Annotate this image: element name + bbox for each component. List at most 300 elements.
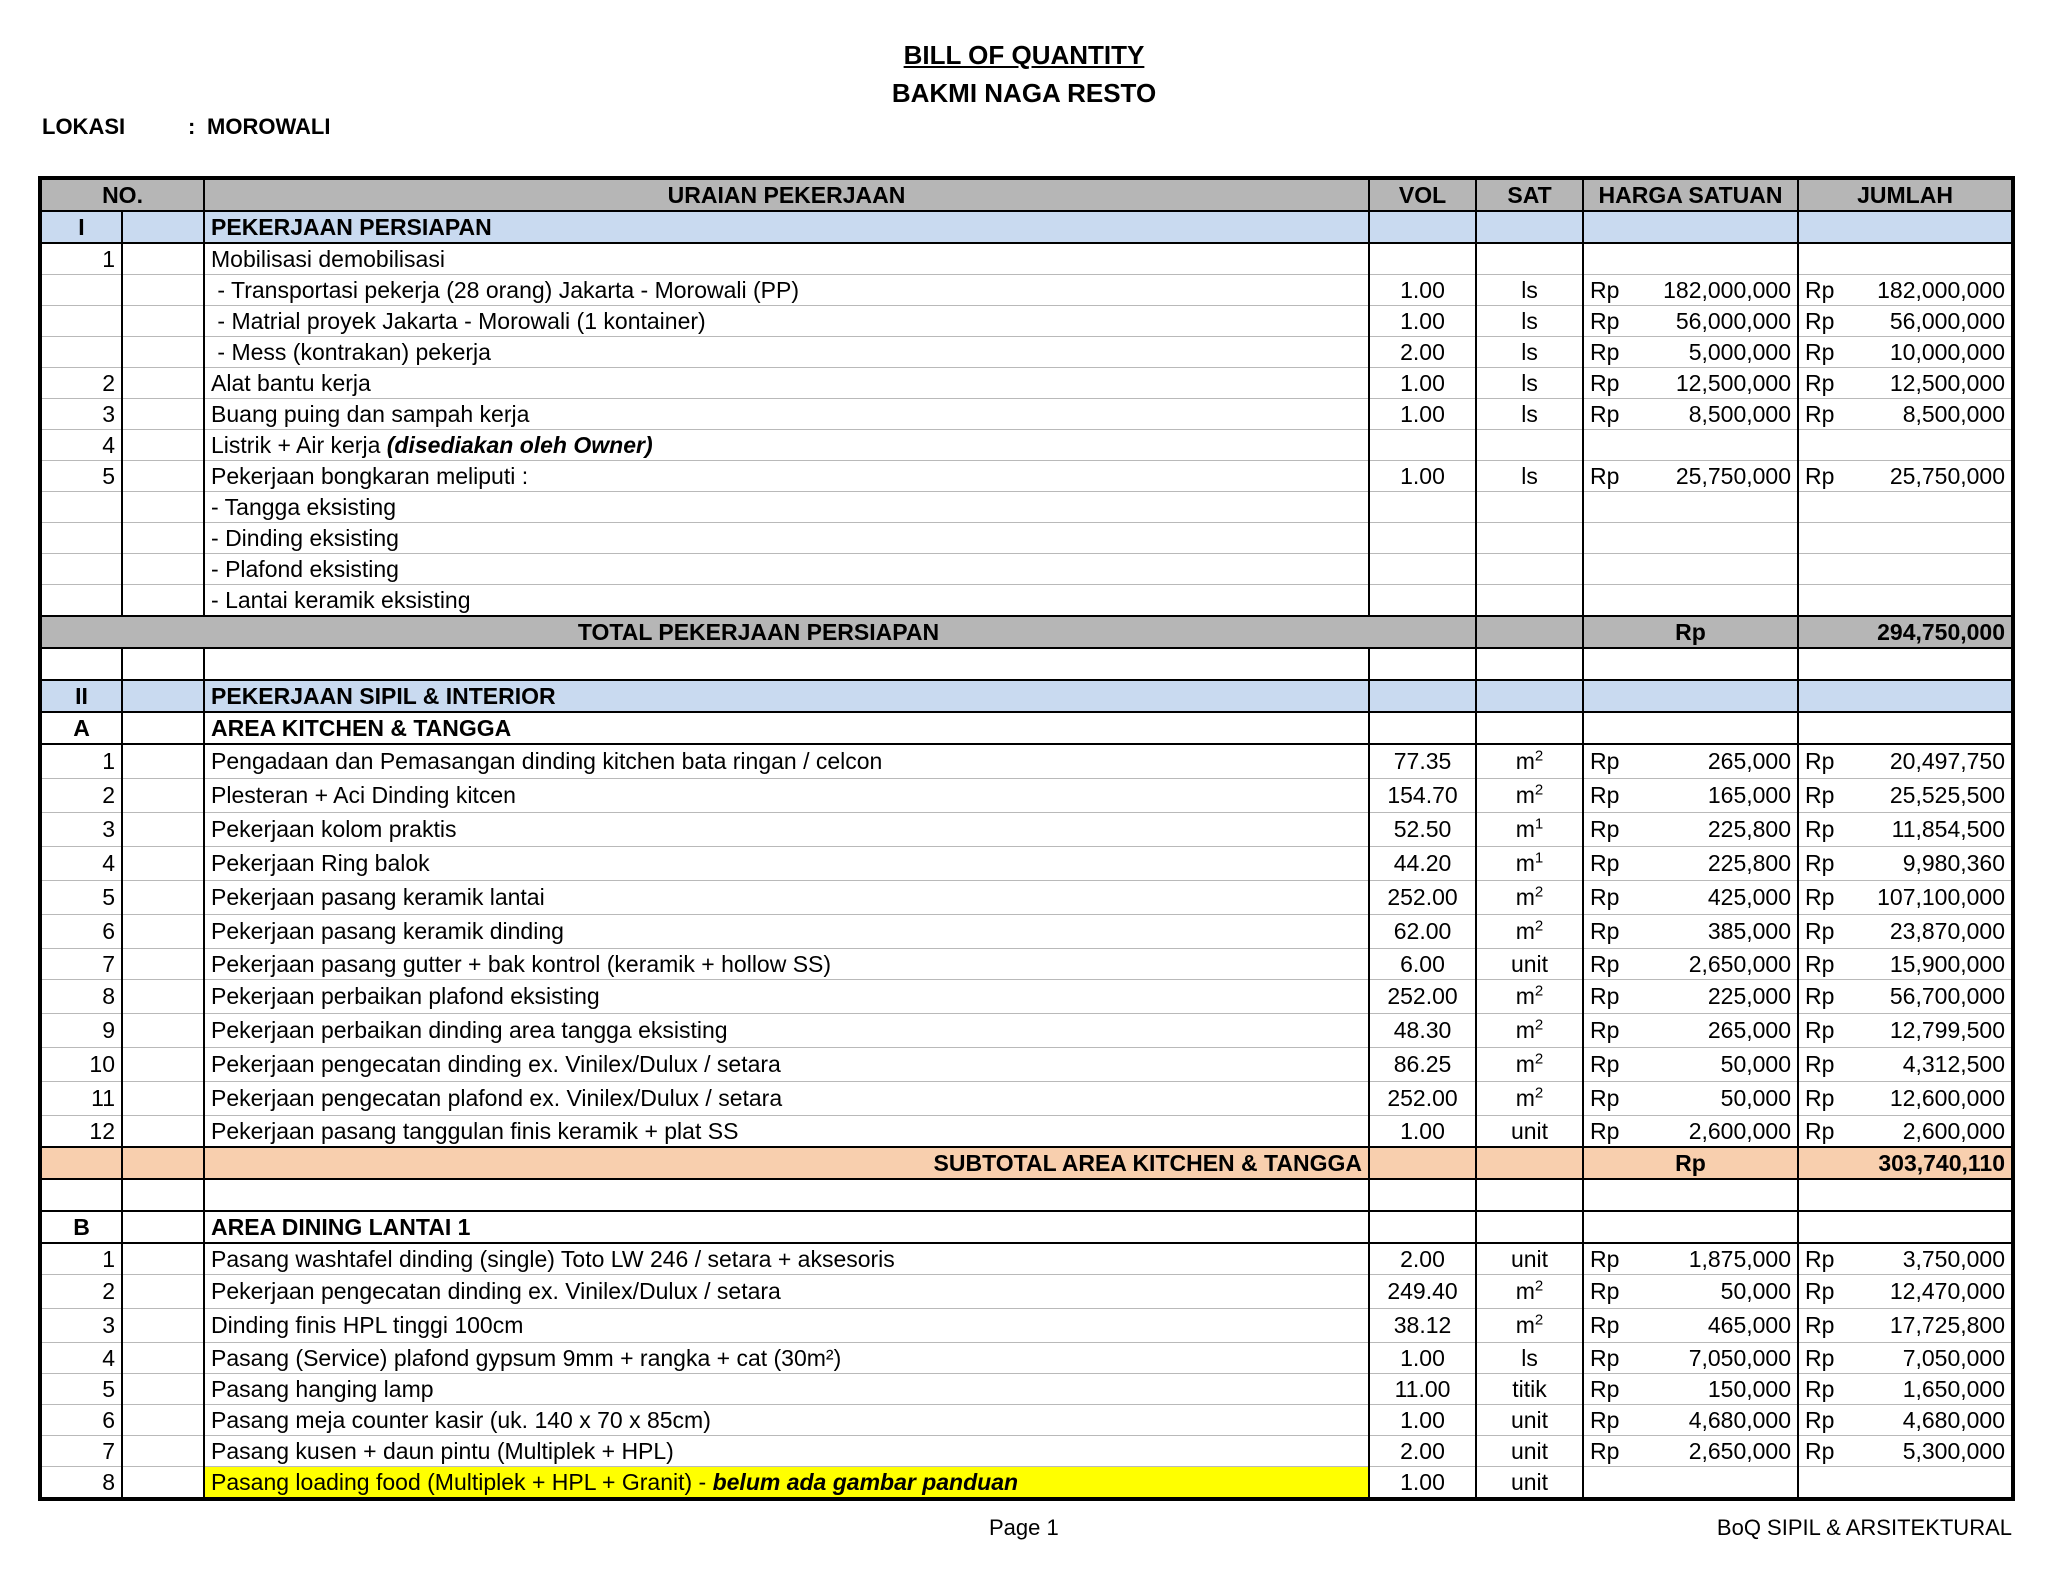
unit-exponent: 2 — [1534, 781, 1544, 799]
table-row — [40, 1116, 2013, 1148]
table-row — [40, 1243, 2013, 1275]
item-description — [204, 1436, 1369, 1467]
spacer-cell — [122, 1116, 204, 1148]
item-total — [1798, 915, 2013, 949]
unit-exponent: 1 — [1534, 849, 1544, 867]
unit-text: m — [1515, 850, 1535, 876]
unit-text: m — [1515, 1017, 1535, 1043]
item-total — [1798, 461, 2013, 492]
spacer-cell — [122, 847, 204, 881]
currency-label: Rp — [1590, 400, 1620, 427]
item-vol: 1.00 — [1369, 368, 1476, 399]
spacer-cell — [122, 949, 204, 980]
item-description — [204, 1116, 1369, 1148]
empty-cell — [204, 1179, 1369, 1211]
item-no — [40, 554, 122, 585]
spacer-cell — [122, 1082, 204, 1116]
item-vol: 6.00 — [1369, 949, 1476, 980]
item-unit-price — [1583, 847, 1798, 881]
currency-label: Rp — [1805, 748, 1835, 774]
item-unit — [1476, 1082, 1583, 1116]
item-vol: 86.25 — [1369, 1048, 1476, 1082]
unit-text: ls — [1521, 276, 1538, 303]
item-unit-price-value: 56,000,000 — [1675, 307, 1792, 334]
item-description — [204, 523, 1369, 554]
description-text: Pekerjaan pengecatan dinding ex. Vinilex/Dulux / setara — [211, 1278, 781, 1304]
item-total-value: 9,980,360 — [1902, 850, 2006, 876]
spacer-cell — [122, 523, 204, 554]
section-no: A — [40, 712, 122, 744]
item-unit — [1476, 1014, 1583, 1048]
spacer-cell — [122, 1436, 204, 1467]
item-unit-price — [1583, 1467, 1798, 1500]
item-no — [40, 306, 122, 337]
description-text: Pekerjaan pasang keramik dinding — [211, 918, 564, 944]
spacer-cell — [122, 399, 204, 430]
subtotal-currency: Rp — [1583, 1147, 1798, 1179]
empty-cell — [1369, 712, 1476, 744]
item-unit-price — [1583, 949, 1798, 980]
item-unit-price — [1583, 980, 1798, 1014]
spacer-cell — [122, 1014, 204, 1048]
item-no: 1 — [40, 243, 122, 275]
item-unit-price — [1583, 744, 1798, 779]
item-vol: 252.00 — [1369, 881, 1476, 915]
item-unit-price — [1583, 1116, 1798, 1148]
column-header-jumlah: JUMLAH — [1798, 178, 2013, 211]
total-label: TOTAL PEKERJAAN PERSIAPAN — [40, 616, 1476, 648]
item-unit-price — [1583, 275, 1798, 306]
item-description — [204, 1243, 1369, 1275]
unit-text: titik — [1512, 1375, 1547, 1402]
item-unit-price-value: 2,650,000 — [1688, 950, 1792, 977]
item-total-value: 25,750,000 — [1889, 462, 2006, 489]
item-unit — [1476, 1243, 1583, 1275]
empty-cell — [1798, 712, 2013, 744]
item-total — [1798, 1275, 2013, 1309]
unit-text: m — [1515, 983, 1535, 1009]
item-description — [204, 554, 1369, 585]
table-row — [40, 1048, 2013, 1082]
unit-exponent: 2 — [1534, 747, 1544, 765]
unit-text: m — [1515, 918, 1535, 944]
currency-label: Rp — [1805, 850, 1835, 876]
unit-text: m — [1515, 1085, 1535, 1111]
item-unit-price — [1583, 337, 1798, 368]
table-row — [40, 813, 2013, 847]
item-description — [204, 847, 1369, 881]
item-total-value: 8,500,000 — [1902, 400, 2006, 427]
item-unit — [1476, 492, 1583, 523]
item-no: 7 — [40, 949, 122, 980]
item-unit — [1476, 461, 1583, 492]
unit-text: unit — [1510, 1437, 1549, 1464]
section-title: AREA KITCHEN & TANGGA — [204, 712, 1369, 744]
item-vol: 1.00 — [1369, 461, 1476, 492]
item-total — [1798, 523, 2013, 554]
table-row — [40, 461, 2013, 492]
blank-row — [40, 1179, 2013, 1211]
item-unit-price-value: 465,000 — [1707, 1312, 1792, 1338]
empty-cell — [204, 648, 1369, 680]
unit-exponent: 2 — [1534, 1277, 1544, 1295]
description-text: - Mess (kontrakan) pekerja — [211, 338, 491, 365]
item-no: 5 — [40, 461, 122, 492]
description-text: Pekerjaan Ring balok — [211, 850, 430, 876]
item-total-value: 4,680,000 — [1902, 1406, 2006, 1433]
item-total — [1798, 949, 2013, 980]
unit-text: unit — [1510, 1468, 1549, 1495]
item-unit-price-value: 425,000 — [1707, 884, 1792, 910]
item-no — [40, 275, 122, 306]
item-description — [204, 1374, 1369, 1405]
table-row — [40, 1467, 2013, 1500]
description-text: Pekerjaan pengecatan dinding ex. Vinilex/Dulux / setara — [211, 1051, 781, 1077]
table-row — [40, 949, 2013, 980]
empty-cell — [122, 648, 204, 680]
item-unit — [1476, 1343, 1583, 1374]
item-unit-price — [1583, 1436, 1798, 1467]
spacer-cell — [122, 1275, 204, 1309]
item-total — [1798, 980, 2013, 1014]
empty-cell — [122, 1147, 204, 1179]
item-unit-price — [1583, 461, 1798, 492]
currency-label: Rp — [1805, 1406, 1835, 1433]
currency-label: Rp — [1590, 983, 1620, 1009]
spacer-cell — [122, 680, 204, 712]
item-total — [1798, 1243, 2013, 1275]
currency-label: Rp — [1590, 950, 1620, 977]
item-unit-price — [1583, 1374, 1798, 1405]
empty-cell — [1369, 211, 1476, 243]
description-text: Pasang meja counter kasir (uk. 140 x 70 x 85cm) — [211, 1406, 711, 1433]
item-description — [204, 368, 1369, 399]
empty-cell — [1476, 1211, 1583, 1243]
item-total-value: 25,525,500 — [1889, 782, 2006, 808]
item-unit-price-value: 25,750,000 — [1675, 462, 1792, 489]
table-row — [40, 306, 2013, 337]
table-row — [40, 1374, 2013, 1405]
currency-label: Rp — [1590, 1117, 1620, 1144]
item-unit-price-value: 265,000 — [1707, 748, 1792, 774]
unit-text: m — [1515, 1051, 1535, 1077]
item-unit — [1476, 949, 1583, 980]
item-description — [204, 1405, 1369, 1436]
item-description — [204, 881, 1369, 915]
item-description — [204, 337, 1369, 368]
description-text: Buang puing dan sampah kerja — [211, 400, 530, 427]
item-vol: 2.00 — [1369, 1436, 1476, 1467]
item-unit — [1476, 1309, 1583, 1343]
spacer-cell — [122, 712, 204, 744]
item-description — [204, 1309, 1369, 1343]
currency-label: Rp — [1805, 1437, 1835, 1464]
currency-label: Rp — [1590, 884, 1620, 910]
group-header-row — [40, 1211, 2013, 1243]
item-unit-price-value: 150,000 — [1707, 1375, 1792, 1402]
currency-label: Rp — [1805, 1312, 1835, 1338]
currency-label: Rp — [1590, 816, 1620, 842]
spacer-cell — [122, 744, 204, 779]
item-unit-price — [1583, 1014, 1798, 1048]
item-unit — [1476, 915, 1583, 949]
spacer-cell — [122, 492, 204, 523]
item-unit-price-value: 225,800 — [1707, 850, 1792, 876]
empty-cell — [40, 1179, 122, 1211]
empty-cell — [1476, 211, 1583, 243]
empty-cell — [1476, 1179, 1583, 1211]
item-unit-price-value: 2,600,000 — [1688, 1117, 1792, 1144]
item-total — [1798, 1343, 2013, 1374]
item-vol: 77.35 — [1369, 744, 1476, 779]
item-vol: 62.00 — [1369, 915, 1476, 949]
currency-label: Rp — [1590, 1278, 1620, 1304]
spacer-cell — [122, 1467, 204, 1500]
item-unit-price-value: 50,000 — [1720, 1051, 1792, 1077]
spacer-cell — [122, 1048, 204, 1082]
unit-exponent: 2 — [1534, 883, 1544, 901]
empty-cell — [1583, 648, 1798, 680]
item-unit — [1476, 1436, 1583, 1467]
item-vol — [1369, 243, 1476, 275]
unit-text: ls — [1521, 1344, 1538, 1371]
currency-label: Rp — [1590, 1312, 1620, 1338]
table-row — [40, 980, 2013, 1014]
item-total — [1798, 1082, 2013, 1116]
item-total — [1798, 813, 2013, 847]
item-unit-price — [1583, 915, 1798, 949]
item-no: 3 — [40, 813, 122, 847]
subtotal-label: SUBTOTAL AREA KITCHEN & TANGGA — [204, 1147, 1369, 1179]
item-unit-price — [1583, 813, 1798, 847]
unit-text: ls — [1521, 338, 1538, 365]
item-vol: 1.00 — [1369, 275, 1476, 306]
unit-exponent: 2 — [1534, 917, 1544, 935]
item-total-value: 12,799,500 — [1889, 1017, 2006, 1043]
description-text: Plesteran + Aci Dinding kitcen — [211, 782, 516, 808]
item-unit-price — [1583, 554, 1798, 585]
unit-text: unit — [1510, 1245, 1549, 1272]
subtotal-value: 303,740,110 — [1798, 1147, 2013, 1179]
empty-cell — [1798, 680, 2013, 712]
table-row — [40, 1343, 2013, 1374]
item-vol: 52.50 — [1369, 813, 1476, 847]
item-total-value: 1,650,000 — [1902, 1375, 2006, 1402]
item-description — [204, 399, 1369, 430]
description-text: Pekerjaan perbaikan dinding area tangga eksisting — [211, 1017, 728, 1043]
currency-label: Rp — [1590, 338, 1620, 365]
item-vol: 2.00 — [1369, 337, 1476, 368]
item-no: 4 — [40, 430, 122, 461]
empty-cell — [1476, 648, 1583, 680]
currency-label: Rp — [1590, 782, 1620, 808]
currency-label: Rp — [1590, 1406, 1620, 1433]
total-row — [40, 616, 2013, 648]
unit-text: m — [1515, 1278, 1535, 1304]
empty-cell — [1583, 211, 1798, 243]
description-text: - Dinding eksisting — [211, 524, 399, 551]
spacer-cell — [122, 779, 204, 813]
currency-label: Rp — [1805, 1117, 1835, 1144]
column-header-no: NO. — [40, 178, 204, 211]
item-no: 5 — [40, 1374, 122, 1405]
currency-label: Rp — [1805, 983, 1835, 1009]
spacer-cell — [122, 980, 204, 1014]
table-row — [40, 554, 2013, 585]
spacer-cell — [122, 585, 204, 617]
column-header-harga: HARGA SATUAN — [1583, 178, 1798, 211]
item-vol: 252.00 — [1369, 1082, 1476, 1116]
item-total — [1798, 275, 2013, 306]
currency-label: Rp — [1590, 1344, 1620, 1371]
table-row — [40, 399, 2013, 430]
description-text: Pekerjaan bongkaran meliputi : — [211, 462, 529, 489]
column-header-sat: SAT — [1476, 178, 1583, 211]
spacer-cell — [122, 368, 204, 399]
currency-label: Rp — [1805, 1051, 1835, 1077]
item-total — [1798, 1374, 2013, 1405]
currency-label: Rp — [1805, 369, 1835, 396]
item-unit-price — [1583, 1343, 1798, 1374]
table-row — [40, 275, 2013, 306]
item-total-value: 182,000,000 — [1877, 276, 2006, 303]
empty-cell — [1476, 680, 1583, 712]
total-value: 294,750,000 — [1798, 616, 2013, 648]
item-total — [1798, 554, 2013, 585]
description-text: - Matrial proyek Jakarta - Morowali (1 kontainer) — [211, 307, 706, 334]
item-description — [204, 1343, 1369, 1374]
item-vol: 154.70 — [1369, 779, 1476, 813]
table-row — [40, 243, 2013, 275]
item-total-value: 12,470,000 — [1889, 1278, 2006, 1304]
item-description — [204, 1014, 1369, 1048]
item-unit — [1476, 399, 1583, 430]
item-vol: 2.00 — [1369, 1243, 1476, 1275]
description-text: Listrik + Air kerja — [211, 431, 387, 458]
item-unit-price — [1583, 306, 1798, 337]
spacer-cell — [122, 337, 204, 368]
currency-label: Rp — [1590, 1085, 1620, 1111]
table-header-row — [40, 178, 2013, 211]
unit-text: ls — [1521, 307, 1538, 334]
item-vol — [1369, 585, 1476, 617]
spacer-cell — [122, 461, 204, 492]
table-row — [40, 1309, 2013, 1343]
description-text: Pengadaan dan Pemasangan dinding kitchen bata ringan / celcon — [211, 748, 883, 774]
empty-cell — [1369, 648, 1476, 680]
item-unit — [1476, 554, 1583, 585]
item-unit-price-value: 265,000 — [1707, 1017, 1792, 1043]
currency-label: Rp — [1805, 400, 1835, 427]
item-unit — [1476, 1275, 1583, 1309]
item-total-value: 10,000,000 — [1889, 338, 2006, 365]
item-total — [1798, 1014, 2013, 1048]
unit-text: m — [1515, 1312, 1535, 1338]
spacer-cell — [122, 1374, 204, 1405]
item-no: 12 — [40, 1116, 122, 1148]
item-no: 1 — [40, 744, 122, 779]
description-text: Pasang washtafel dinding (single) Toto LW 246 / setara + aksesoris — [211, 1245, 895, 1272]
empty-cell — [1476, 1147, 1583, 1179]
item-total — [1798, 337, 2013, 368]
item-no: 4 — [40, 1343, 122, 1374]
currency-label: Rp — [1805, 1085, 1835, 1111]
item-description — [204, 949, 1369, 980]
item-no — [40, 337, 122, 368]
spacer-cell — [122, 915, 204, 949]
item-total-value: 5,300,000 — [1902, 1437, 2006, 1464]
spacer-cell — [122, 1211, 204, 1243]
document-subtitle: BAKMI NAGA RESTO — [891, 78, 1157, 108]
item-unit — [1476, 980, 1583, 1014]
item-total — [1798, 585, 2013, 617]
item-unit — [1476, 779, 1583, 813]
currency-label: Rp — [1805, 1375, 1835, 1402]
item-total-value: 20,497,750 — [1889, 748, 2006, 774]
unit-text: m — [1515, 816, 1535, 842]
table-row — [40, 523, 2013, 554]
description-text: Pasang loading food (Multiplek + HPL + Granit) - — [211, 1468, 713, 1495]
item-vol: 1.00 — [1369, 1405, 1476, 1436]
item-unit-price — [1583, 492, 1798, 523]
spacer-cell — [122, 211, 204, 243]
section-header-row — [40, 211, 2013, 243]
spacer-cell — [122, 306, 204, 337]
item-unit-price — [1583, 368, 1798, 399]
item-unit — [1476, 523, 1583, 554]
item-description — [204, 492, 1369, 523]
item-description — [204, 306, 1369, 337]
currency-label: Rp — [1590, 1437, 1620, 1464]
item-description — [204, 980, 1369, 1014]
item-unit-price-value: 2,650,000 — [1688, 1437, 1792, 1464]
item-unit-price — [1583, 399, 1798, 430]
item-unit — [1476, 430, 1583, 461]
item-vol — [1369, 492, 1476, 523]
item-total-value: 2,600,000 — [1902, 1117, 2006, 1144]
unit-exponent: 2 — [1534, 1084, 1544, 1102]
item-no: 4 — [40, 847, 122, 881]
item-no — [40, 523, 122, 554]
section-title: PEKERJAAN SIPIL & INTERIOR — [204, 680, 1369, 712]
unit-text: unit — [1510, 1117, 1549, 1144]
description-text: - Tangga eksisting — [211, 493, 396, 520]
item-total — [1798, 399, 2013, 430]
description-text: - Plafond eksisting — [211, 555, 399, 582]
spacer-cell — [122, 1405, 204, 1436]
item-description — [204, 585, 1369, 617]
item-total-value: 11,854,500 — [1891, 816, 2006, 842]
unit-text: m — [1515, 748, 1535, 774]
item-total-value: 12,600,000 — [1889, 1085, 2006, 1111]
item-description — [204, 461, 1369, 492]
unit-text: ls — [1521, 369, 1538, 396]
item-unit — [1476, 847, 1583, 881]
item-no: 8 — [40, 1467, 122, 1500]
unit-text: unit — [1510, 950, 1549, 977]
item-unit — [1476, 306, 1583, 337]
item-no — [40, 585, 122, 617]
item-total — [1798, 430, 2013, 461]
item-description — [204, 275, 1369, 306]
table-row — [40, 744, 2013, 779]
description-text: Mobilisasi demobilisasi — [211, 245, 445, 272]
item-vol — [1369, 523, 1476, 554]
item-no: 6 — [40, 915, 122, 949]
empty-cell — [1476, 712, 1583, 744]
unit-text: m — [1515, 884, 1535, 910]
spacer-cell — [122, 275, 204, 306]
